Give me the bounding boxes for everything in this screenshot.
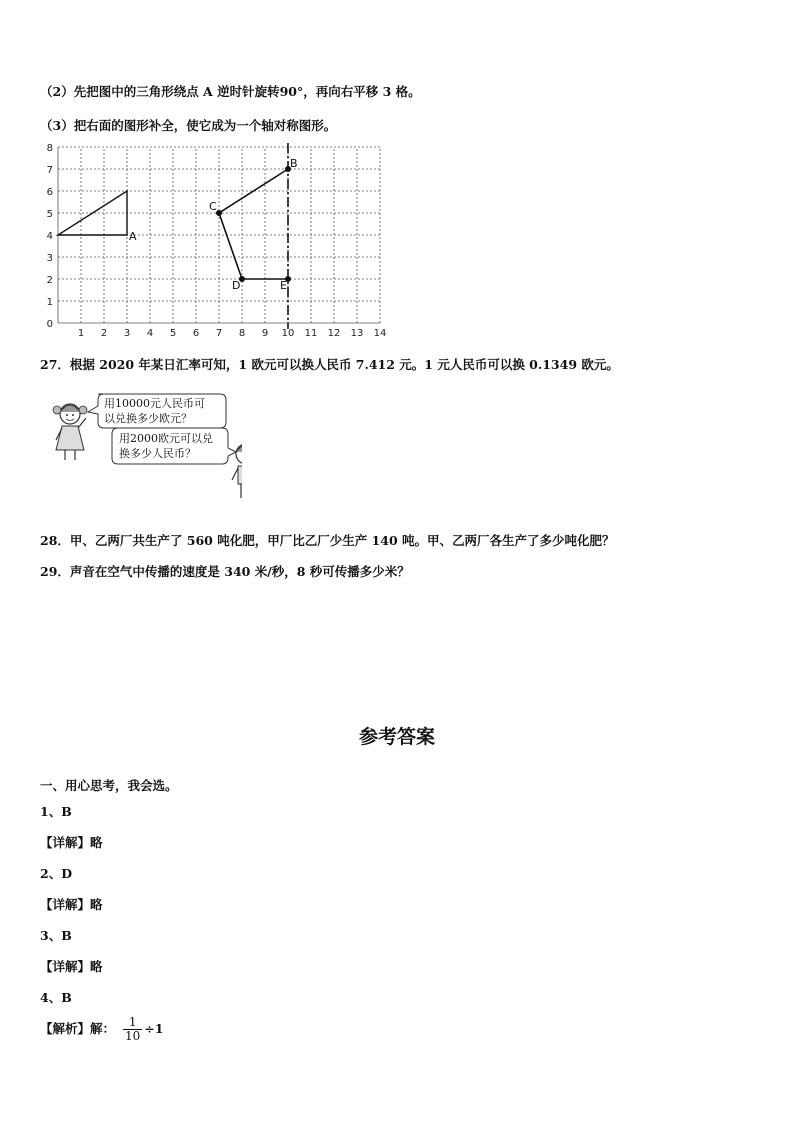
question-27: 27．根据 2020 年某日汇率可知，1 欧元可以换人民币 7.412 元。1 元人民币可以换 0.1349 欧元。	[40, 357, 619, 372]
triangle-shape	[58, 191, 127, 235]
answer-2-detail: 【详解】略	[40, 897, 103, 912]
answer-4: 4、B	[40, 990, 72, 1005]
y-tick-label: 7	[46, 165, 53, 176]
girl-bubble-line-2: 以兑换多少欧元？	[104, 412, 192, 425]
y-tick-label: 0	[46, 319, 53, 330]
x-tick-label: 3	[123, 328, 131, 338]
axis-labels	[47, 143, 387, 338]
girl-figure-icon	[53, 404, 87, 460]
point-c	[216, 210, 222, 216]
y-tick-label: 8	[46, 143, 53, 154]
answers-title: 参考答案	[358, 726, 435, 748]
question-26-3: （3）把右面的图形补全，使它成为一个轴对称图形。	[40, 118, 337, 133]
x-tick-label: 7	[215, 328, 223, 338]
boy-bubble-line-2: 换多少人民币？	[119, 447, 196, 460]
answer-1-detail: 【详解】略	[40, 835, 103, 850]
point-label-b: B	[290, 157, 298, 170]
answer-3-detail: 【详解】略	[40, 959, 103, 974]
y-tick-label: 4	[46, 231, 53, 242]
fraction-numerator: 1	[128, 1015, 137, 1029]
answer-3: 3、B	[40, 928, 72, 943]
answer-4-analysis	[40, 1016, 163, 1043]
x-tick-label: 10	[281, 328, 295, 338]
x-tick-label: 11	[304, 328, 318, 338]
y-tick-label: 3	[46, 253, 53, 264]
x-tick-label: 2	[100, 328, 108, 338]
boy-bubble-line-1: 用2000欧元可以兑	[119, 432, 213, 445]
point-label-e: E	[280, 279, 287, 292]
analysis-tail: ÷1	[144, 1021, 164, 1036]
x-tick-label: 8	[238, 328, 246, 338]
girl-bubble-line-1: 用10000元人民币可	[104, 397, 205, 410]
figure-shapes	[58, 143, 298, 329]
answers-section-1: 一、用心思考，我会选。	[40, 778, 178, 793]
analysis-label: 【解析】解：	[40, 1021, 116, 1036]
y-tick-label: 5	[46, 209, 53, 220]
girl-speech-bubble	[88, 394, 226, 428]
fraction-one-tenth	[123, 1016, 142, 1043]
question-26-2: （2）先把图中的三角形绕点 A 逆时针旋转90°，再向右平移 3 格。	[40, 84, 421, 99]
boy-speech-bubble	[112, 428, 236, 464]
x-tick-label: 1	[77, 328, 85, 338]
x-tick-label: 6	[192, 328, 200, 338]
grid-figure	[34, 138, 394, 338]
fraction-denominator: 10	[125, 1029, 141, 1043]
answer-2: 2、D	[40, 866, 73, 881]
x-tick-label: 5	[169, 328, 177, 338]
kids-dialogue-illustration	[42, 388, 242, 503]
point-label-a: A	[129, 230, 137, 243]
x-tick-label: 9	[261, 328, 269, 338]
y-tick-label: 1	[46, 297, 53, 308]
half-figure-polyline	[219, 169, 288, 279]
question-28: 28．甲、乙两厂共生产了 560 吨化肥，甲厂比乙厂少生产 140 吨。甲、乙两厂各生产了多少吨化肥？	[40, 533, 615, 548]
question-29: 29．声音在空气中传播的速度是 340 米/秒，8 秒可传播多少米？	[40, 564, 410, 579]
answer-1: 1、B	[40, 804, 72, 819]
y-tick-label: 2	[46, 275, 53, 286]
point-label-d: D	[232, 279, 241, 292]
x-tick-label: 4	[146, 328, 154, 338]
x-tick-label: 14	[373, 328, 387, 338]
x-tick-label: 12	[327, 328, 341, 338]
y-tick-label: 6	[46, 187, 53, 198]
x-tick-label: 13	[350, 328, 364, 338]
point-label-c: C	[209, 200, 217, 213]
